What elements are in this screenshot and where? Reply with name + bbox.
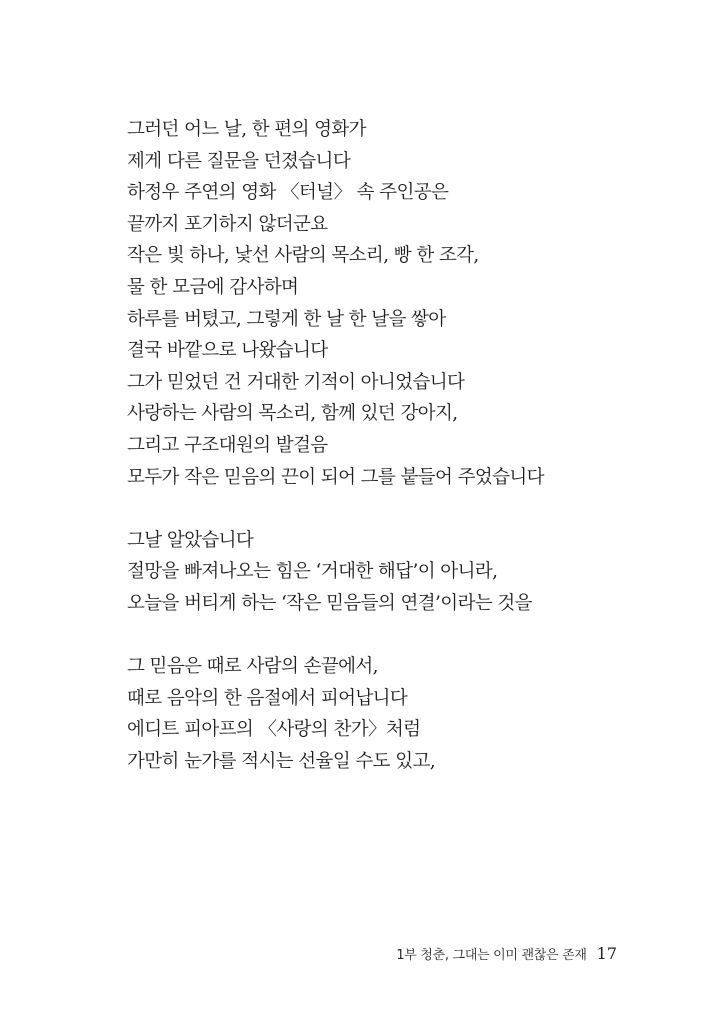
poem-line: 그리고 구조대원의 발걸음 (127, 434, 328, 456)
stanza-2 (127, 525, 647, 620)
poem-line: 그러던 어느 날, 한 편의 영화가 (127, 119, 366, 140)
poem-line: 사랑하는 사람의 목소리, 함께 있던 강아지, (127, 403, 458, 425)
page-number: 17 (596, 944, 617, 963)
poem-line: 그 믿음은 때로 사람의 손끝에서, (127, 656, 378, 678)
poem-line: 작은 빛 하나, 낯선 사람의 목소리, 빵 한 조각, (127, 245, 479, 267)
poem-line: 물 한 모금에 감사하며 (127, 276, 299, 298)
poem-line: 끝까지 포기하지 않더군요 (127, 213, 328, 235)
poem-line: 모두가 작은 믿음의 끈이 되어 그를 붙들어 주었습니다 (127, 466, 544, 488)
page-footer (396, 944, 617, 968)
poem-line: 제게 다른 질문을 던졌습니다 (127, 150, 351, 172)
poem-body (127, 114, 647, 777)
poem-line: 그날 알았습니다 (127, 529, 254, 551)
poem-line: 오늘을 버티게 하는 ‘작은 믿음들의 연결’이라는 것을 (127, 592, 532, 614)
poem-line: 하루를 버텼고, 그렇게 한 날 한 날을 쌓아 (127, 308, 446, 330)
poem-line: 때로 음악의 한 음절에서 피어납니다 (127, 687, 408, 709)
poem-line: 하정우 주연의 영화 〈터널〉 속 주인공은 (127, 182, 449, 204)
stanza-1 (127, 114, 647, 493)
poem-line: 에디트 피아프의 〈사랑의 찬가〉처럼 (127, 719, 421, 741)
poem-line: 가만히 눈가를 적시는 선율일 수도 있고, (127, 750, 436, 772)
poem-line: 결국 바깥으로 나왔습니다 (127, 340, 328, 362)
poem-line: 절망을 빠져나오는 힘은 ‘거대한 해답’이 아니라, (127, 561, 498, 583)
stanza-3 (127, 651, 647, 777)
poem-line: 그가 믿었던 건 거대한 기적이 아니었습니다 (127, 371, 465, 393)
running-head: 1부 청춘, 그대는 이미 괜찮은 존재 (396, 948, 587, 963)
